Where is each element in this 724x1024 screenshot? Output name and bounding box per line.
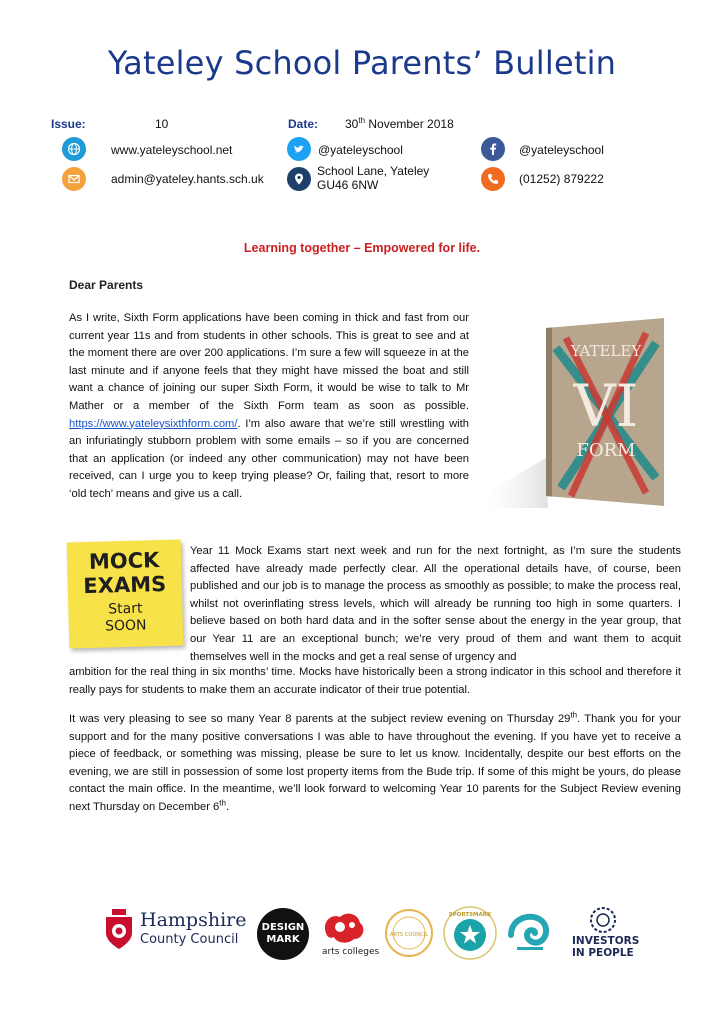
twitter-handle[interactable]: @yateleyschool	[318, 143, 403, 157]
hampshire-logo-text-line1: Hampshire	[140, 909, 247, 931]
hampshire-logo-text-line2: County Council	[140, 932, 239, 947]
mock-exams-paragraph: Year 11 Mock Exams start next week and run for the next fortnight, as I’m sure the students affected have already made perfectly clear. All the operational details have, of course, been published and our job is to manage the process as smoothly as possible; to make the process real, whilst not overinflating stress levels, which will already be running too high in some quarters. I believe based on both hard data and in the softer sense about the energy in the year group, that our Year 11 are an exceptional bunch; we’re very proud of them and want them to acquit themselves well in the mocks and get a real sense of urgency and	[190, 545, 681, 663]
date-value: 30th November 2018	[345, 116, 454, 131]
subject-review-paragraph: It was very pleasing to see so many Year 8 parents at the subject review evening on Thursday 29th. Thank you for your support and for the many positive conversations I was able to have throughout the evening. If you have yet to receive a piece of feedback, or something was missing, please be sure to let us know. Incidentally, despite our best efforts on the evening, we are still in possession of some lost property items from the Bude trip. If some of this might be yours, do please contact the main office. In the meantime, we’ll look forward to welcoming Year 10 parents for the Subject Review evening next Thursday on December 6th.	[69, 710, 682, 813]
arts-council-logo	[384, 907, 434, 959]
svg-text:DESIGN: DESIGN	[261, 922, 305, 933]
mock-exams-sticky-note: MOCK EXAMS Start SOON	[67, 540, 184, 649]
school-address: School Lane, Yateley GU46 6NW	[317, 164, 430, 192]
date-label: Date:	[288, 117, 319, 131]
svg-text:MARK: MARK	[266, 934, 300, 945]
issue-label: Issue:	[51, 117, 86, 131]
greeting: Dear Parents	[69, 278, 144, 292]
issue-value: 10	[155, 117, 169, 131]
svg-text:ARTS COUNCIL: ARTS COUNCIL	[389, 932, 429, 938]
svg-text:SPORTSMARK: SPORTSMARK	[448, 912, 492, 918]
website-link[interactable]: www.yateleyschool.net	[111, 143, 233, 157]
email-icon	[62, 167, 86, 191]
book-title-line1: YATELEY	[570, 342, 642, 360]
sportsmark-logo	[442, 905, 498, 961]
book-title-line3: FORM	[576, 440, 636, 461]
hampshire-crest-icon	[102, 909, 136, 951]
school-motto: Learning together – Empowered for life.	[243, 241, 481, 255]
web-icon	[62, 137, 86, 161]
book-title-line2: VI	[573, 372, 639, 440]
sixth-form-paragraph: As I write, Sixth Form applications have been coming in thick and fast from our current year 11s and from students in other schools. This is great to see and at the moment there are over 200 applications. I’m sure a few will squeeze in at the last minute and if anyone feels that they might have missed the boat and still want a chance of joining our super Sixth Form, it would be wise to talk to Mr Mather or a member of the Sixth Form team as soon as possible. https://www.yateleysixthform.com/. I’m also aware that we’re still wrestling with an infuriatingly stubborn problem with some emails – so if you are concerned that an application (or indeed any other communication) may not have been received, can I urge you to keep trying please? Or, failing that, resort to more ‘old tech’ means and give us a call.	[69, 312, 469, 500]
teal-accreditation-logo	[505, 909, 555, 955]
phone-icon	[481, 167, 505, 191]
twitter-icon	[287, 137, 311, 161]
mock-exams-paragraph-continued: ambition for the real thing in six months’ time. Mocks have historically been a strong indicator in this school and therefore it really pays for students to make them an accurate indicator of their true potential.	[69, 666, 681, 696]
email-link[interactable]: admin@yateley.hants.sch.uk	[111, 172, 264, 186]
investors-in-people-text: INVESTORS IN PEOPLE	[572, 935, 640, 959]
arts-colleges-logo-icon	[320, 909, 368, 945]
phone-number[interactable]: (01252) 879222	[519, 172, 604, 186]
design-mark-logo	[256, 907, 310, 961]
sixth-form-link[interactable]: https://www.yateleysixthform.com/	[69, 417, 238, 430]
arts-colleges-text: arts colleges	[322, 947, 380, 957]
location-icon	[287, 167, 311, 191]
investors-in-people-laurel-icon	[584, 905, 622, 935]
accreditation-logos	[0, 903, 724, 963]
facebook-handle[interactable]: @yateleyschool	[519, 143, 604, 157]
bulletin-title: Yateley School Parents’ Bulletin	[107, 44, 617, 82]
sixth-form-prospectus-image	[486, 318, 666, 508]
facebook-icon	[481, 137, 505, 161]
